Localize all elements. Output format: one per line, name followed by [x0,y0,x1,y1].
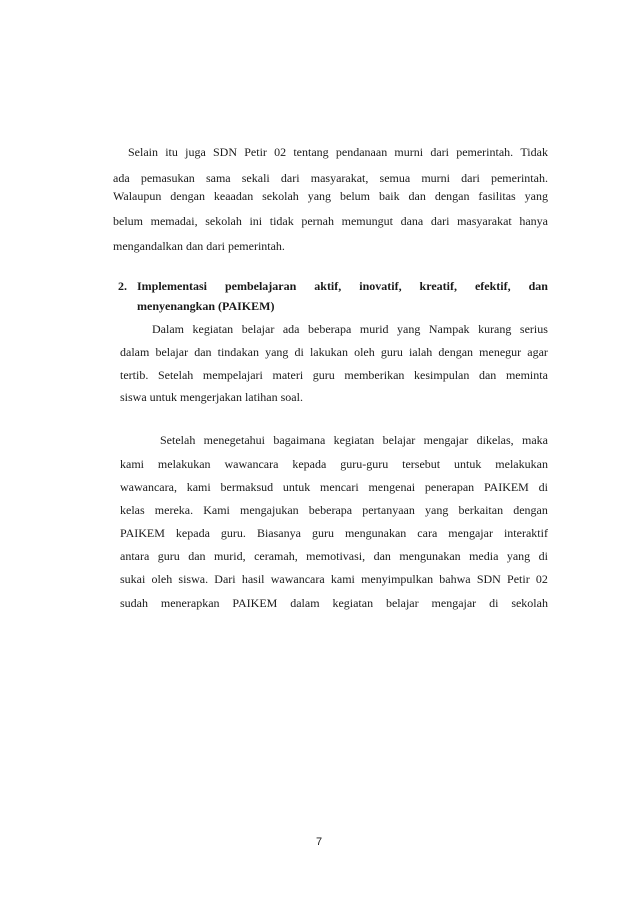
word: ini [249,214,263,228]
text-line [120,526,548,540]
word: di [538,480,548,494]
word: mempelajari [202,368,263,382]
word: guru [311,526,334,540]
section-number: 2. [118,279,127,293]
word: di [489,596,499,610]
section-heading-line [137,279,548,293]
word: mengenai [368,480,416,494]
word: belajar [382,433,416,447]
word: kami [330,572,355,586]
word: menegur [479,345,522,359]
word: kepada [292,457,327,471]
word: dengan [434,189,470,203]
word: Petir [507,572,530,586]
word: serius [519,322,548,336]
word: mengajukan [240,503,299,517]
text-line [113,171,548,185]
text-line [120,345,548,359]
text-line [113,214,548,228]
word: dana [400,214,424,228]
word: PAIKEM [232,596,278,610]
word: menegetahui [203,433,265,447]
word: tindakan [217,345,259,359]
word: dan [188,549,206,563]
word: dengan [170,189,205,203]
word: wawancara [224,457,279,471]
word: melakukan [495,457,548,471]
word: penerapan [424,480,475,494]
word: media [469,549,499,563]
word: ada [113,171,130,185]
word: belum [340,189,370,203]
word: wawancara [270,572,325,586]
word: Biasanya [256,526,301,540]
word: untuk [282,480,311,494]
word: ialah [408,345,433,359]
word: pemasukan [140,171,195,185]
word: dalam [290,596,320,610]
word: kurang [478,322,512,336]
word: kegiatan [333,433,375,447]
word: mengunakan [399,549,461,563]
word: dikelas, [476,433,514,447]
word: kelas [120,503,145,517]
word: sukai [120,572,146,586]
word: yang [265,345,289,359]
word: itu [165,145,178,159]
word: guru-guru [340,457,389,471]
word: sekolah [205,214,242,228]
word: bermaksud [220,480,274,494]
text-line [120,572,548,586]
word: masyarakat, [310,171,369,185]
word: PAIKEM [120,526,165,540]
text-line: siswa untuk mengerjakan latihan soal. [120,390,303,404]
word: murid [359,322,389,336]
word: guru [312,368,335,382]
word: belajar [241,322,275,336]
word: di [538,549,548,563]
word: oleh [151,572,173,586]
word: yang [425,503,449,517]
text-line: mengandalkan dan dari pemerintah. [113,239,285,253]
word: bagaimana [273,433,326,447]
word: pemerintah. [490,171,548,185]
word: memadai, [150,214,198,228]
word: dan [408,189,426,203]
word: Kami [203,503,230,517]
word: pertanyaan [362,503,415,517]
word: kami [120,457,144,471]
word: memotivasi, [306,549,366,563]
word: dan [194,345,212,359]
word: guru. [220,526,246,540]
word: mereka. [154,503,194,517]
word: Implementasi [137,279,207,293]
word: meminta [505,368,548,382]
word: kesimpulan [414,368,470,382]
word: beberapa [308,503,353,517]
text-line [120,549,548,563]
word: hasil [241,572,265,586]
text-line [152,322,548,336]
word: ada [282,322,300,336]
word: Setelah [160,433,196,447]
word: pernah [301,214,335,228]
text-line [120,480,548,494]
text-line [120,368,548,382]
word: belum [113,214,143,228]
word: dan [478,368,497,382]
word: bahwa [439,572,471,586]
word: yang [397,322,421,336]
word: tidak [269,214,294,228]
word: mengajar [431,596,477,610]
word: juga [185,145,206,159]
word: cara [417,526,438,540]
word: belajar [155,345,189,359]
text-line [120,457,548,471]
word: Tidak [520,145,548,159]
word: kegiatan [332,596,374,610]
word: dari [280,171,300,185]
word: dan [373,549,391,563]
word: Nampak [428,322,470,336]
word: murid, [213,549,246,563]
text-line [128,145,548,159]
word: murni [394,145,424,159]
word: mencari [320,480,359,494]
word: semua [379,171,411,185]
word: baik [378,189,400,203]
word: dengan [513,503,548,517]
word: kegiatan [192,322,234,336]
word: di [294,345,304,359]
word: PAIKEM [483,480,529,494]
word: Petir [244,145,267,159]
word: beberapa [308,322,352,336]
word: mengunakan [344,526,407,540]
word: agar [527,345,548,359]
text-line [160,433,548,447]
word: Selain [128,145,158,159]
word: efektif, [474,279,511,293]
page-number: 7 [315,836,323,848]
word: yang [506,549,531,563]
word: aktif, [314,279,342,293]
word: untuk [454,457,482,471]
word: ceramah, [254,549,298,563]
word: pemerintah. [456,145,514,159]
word: kami [186,480,211,494]
word: memungut [341,214,393,228]
word: dari [430,145,449,159]
word: kreatif, [419,279,457,293]
word: inovatif, [359,279,402,293]
word: lakukan [309,345,348,359]
text-line [120,503,548,517]
word: dan [528,279,548,293]
word: murni [421,171,451,185]
text-line [113,189,548,203]
word: sama [205,171,231,185]
word: Walaupun [113,189,162,203]
word: antara [120,549,150,563]
word: Dari [214,572,236,586]
word: mengajar [448,526,493,540]
word: 02 [274,145,287,159]
word: pembelajaran [224,279,297,293]
text-line [120,596,548,610]
word: maka [522,433,548,447]
word: mengajar [423,433,469,447]
word: masyarakat [457,214,512,228]
word: oleh [354,345,375,359]
word: menerapkan [160,596,220,610]
word: berkaitan [458,503,504,517]
word: dalam [120,345,150,359]
word: fasilitas [478,189,516,203]
word: tentang [293,145,329,159]
word: sekali [241,171,270,185]
word: 02 [535,572,548,586]
word: wawancara, [120,480,177,494]
word: menyimpulkan [361,572,434,586]
word: kepada [175,526,210,540]
word: guru [157,549,180,563]
word: SDN [213,145,238,159]
word: siswa. [178,572,209,586]
word: keaadan [213,189,254,203]
word: yang [524,189,548,203]
word: sekolah [262,189,299,203]
word: melakukan [157,457,211,471]
word: yang [307,189,332,203]
word: interaktif [503,526,548,540]
word: sekolah [511,596,548,610]
word: guru [380,345,403,359]
word: sudah [120,596,148,610]
word: pendanaan [335,145,388,159]
word: dari [461,171,480,185]
word: tersebut [402,457,441,471]
word: materi [272,368,304,382]
word: dari [430,214,450,228]
word: hanya [519,214,548,228]
word: memberikan [344,368,405,382]
word: Dalam [152,322,184,336]
section-heading-line: menyenangkan (PAIKEM) [137,299,275,313]
word: Setelah [157,368,194,382]
word: dengan [438,345,474,359]
word: SDN [476,572,501,586]
word: belajar [385,596,419,610]
word: tertib. [120,368,149,382]
